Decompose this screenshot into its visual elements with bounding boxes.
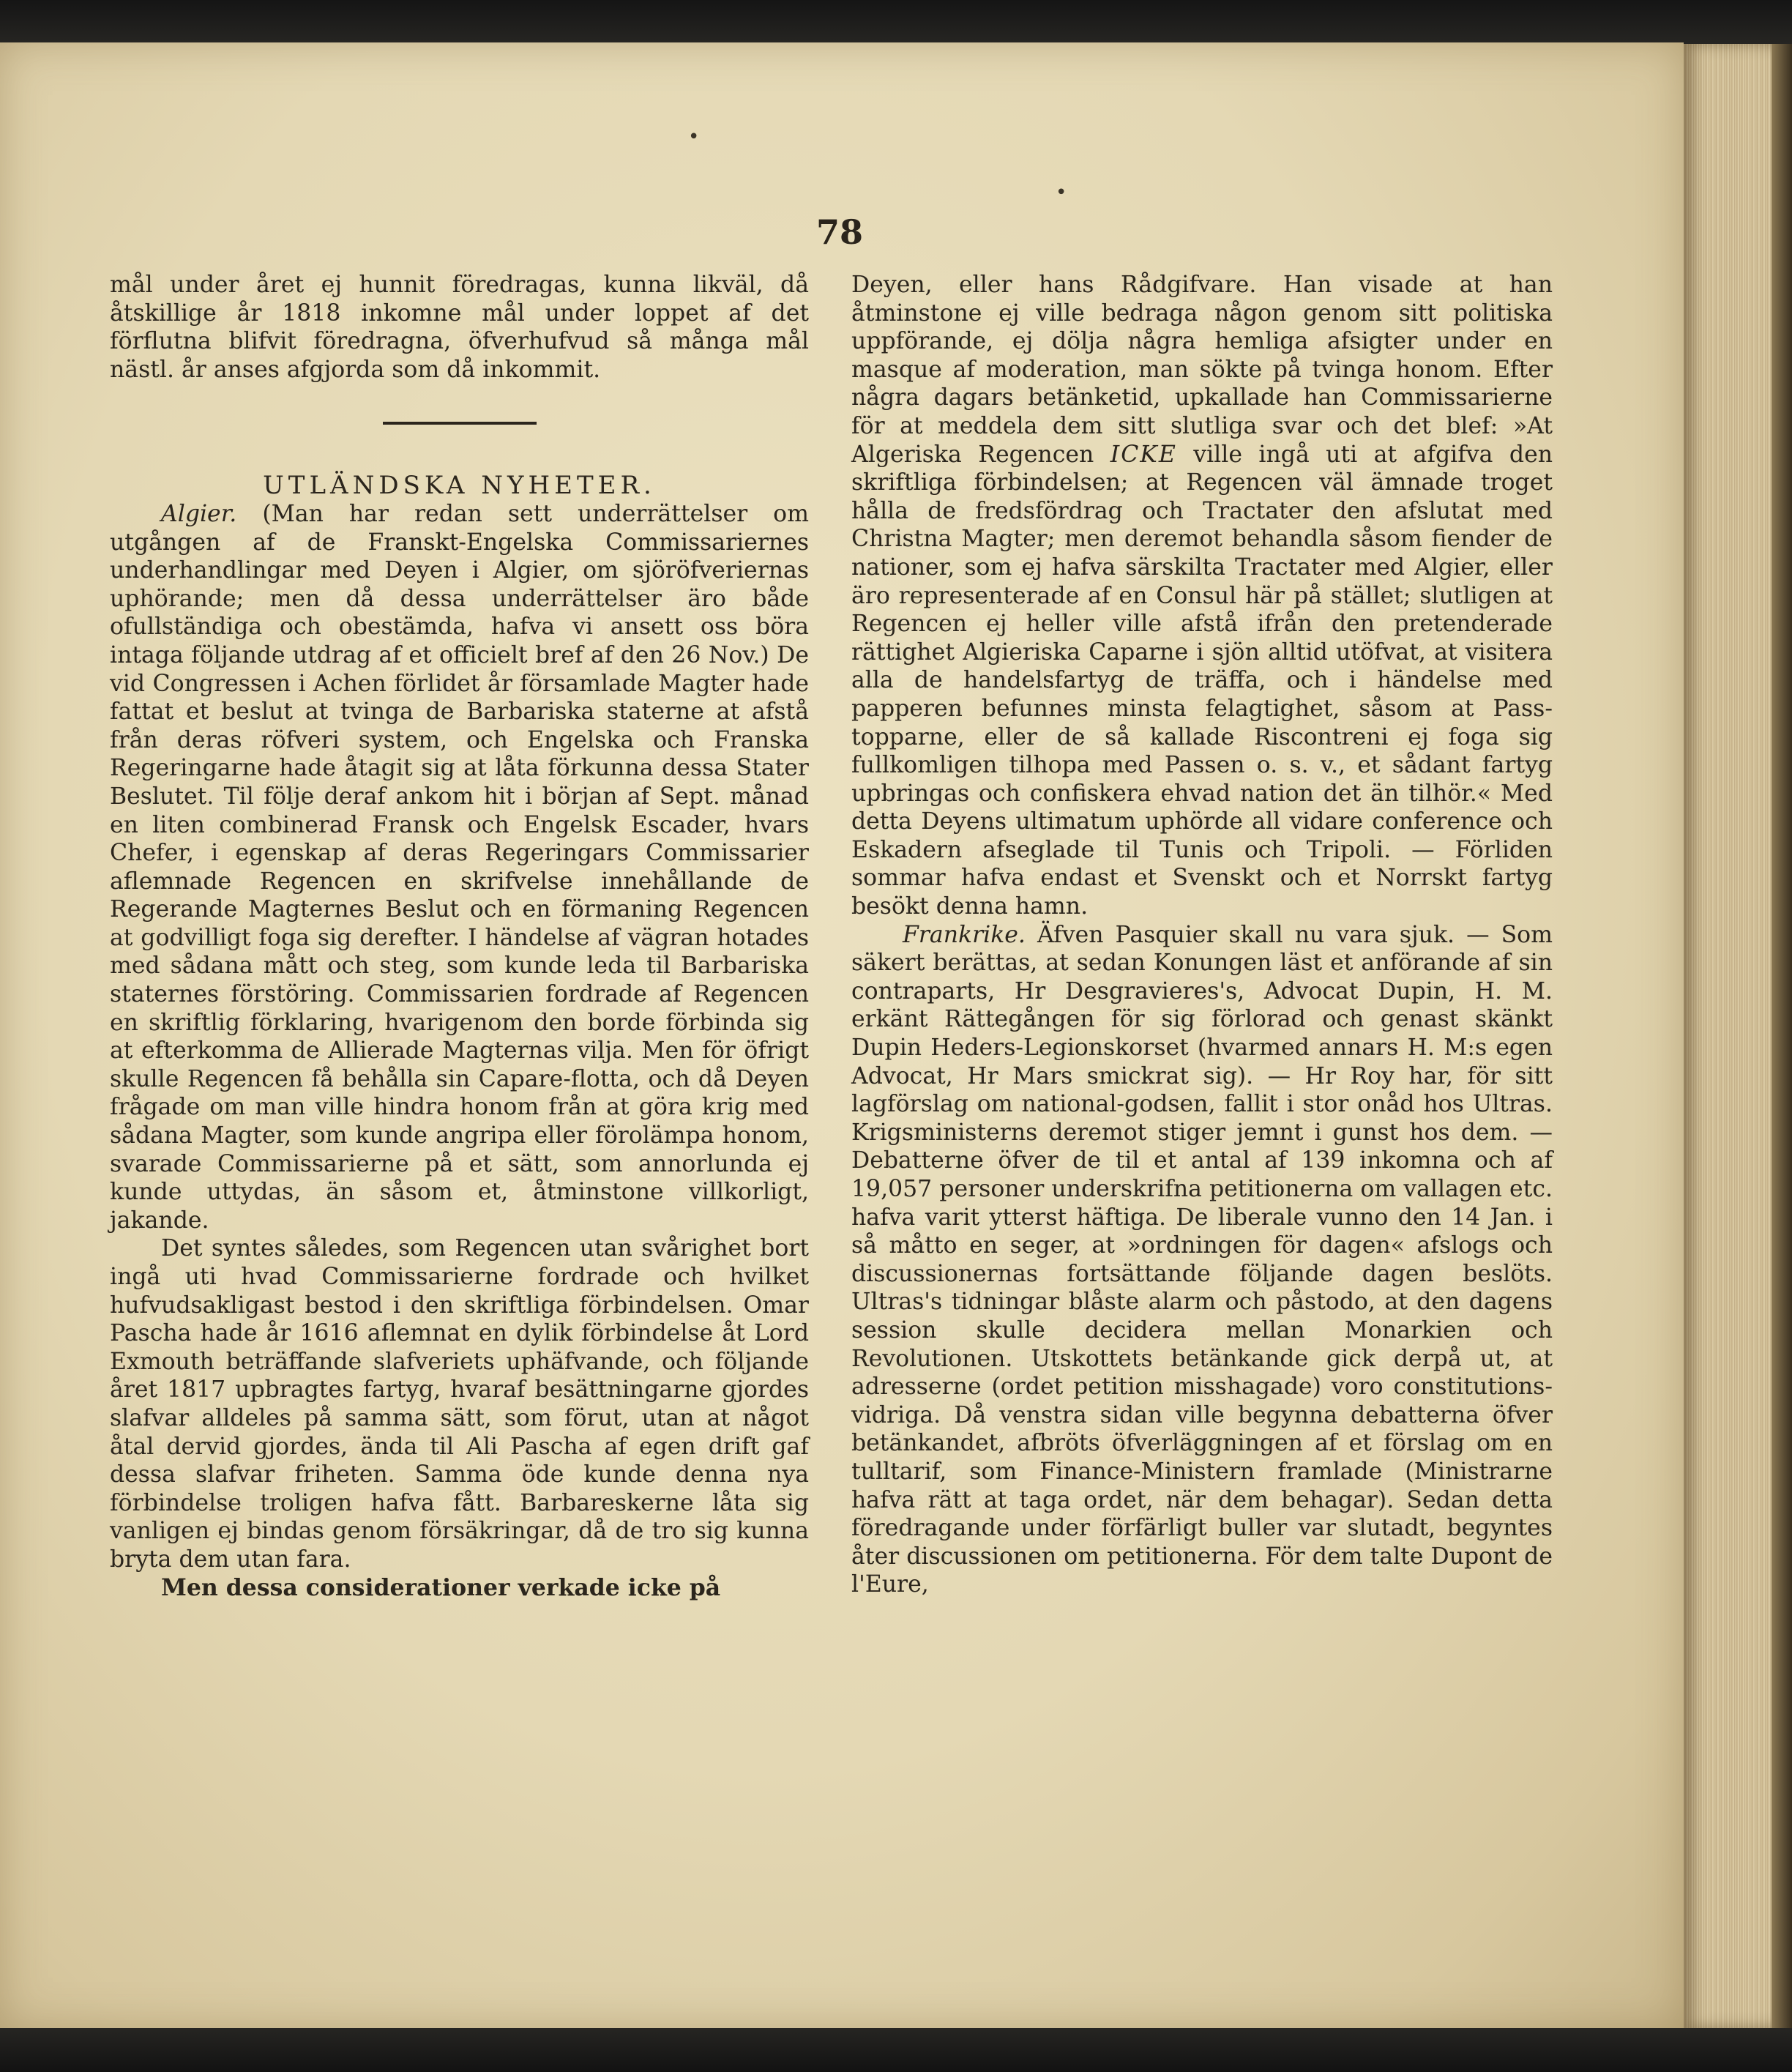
intro-paragraph: mål under året ej hunnit föredragas, kunna likväl, då åtskillige år 1818 inkomne mål under loppet af det förflutna blifvit föredragna, öfverhufvud så många mål nästl. år anses afgjorda som då inkommit. (110, 272, 809, 383)
right-ink-mark: • (1056, 182, 1067, 204)
algier-text: (Man har redan sett underrättelser om utgången af de Franskt-Engelska Commissariernes underhandlingar med Deyen i Algier, om sjöröfveriernas uphörande; men då dessa underrättelser äro både ofullständiga och obestämda, hafva vi ansett oss böra intaga följande utdrag af et officielt bref af den 26 Nov.) De vid Congressen i Achen förlidet år församlade Magter hade fattat et beslut at tvinga de Barbariska staterne at afstå från deras röfveri system, och Engelska och Franska Regeringarne hade åtagit sig at låta förkunna dessa Stater Beslutet. Til följe deraf ankom hit i början af Sept. månad en liten combinerad Fransk och Engelsk Escader, hvars Chefer, i egenskap af deras Regeringars Commissarier aflemnade Regencen en skrifvelse innehållande de Regerande Magternes Beslut och en förmaning Regencen at godvilligt foga sig derefter. I händelse af vägran hotades med sådana mått och steg, som kunde leda til Barbariska staternes förstöring. Commissarien fordrade af Regencen en skriftlig förklaring, hvarigenom den borde förbinda sig at efterkomma de Allierade Magternas vilja. Men för öfrigt skulle Regencen få behålla sin Capare-flotta, och då Deyen frågade om man ville hindra honom från at göra krig med sådana Magter, som kunde angripa eller förolämpa honom, svarade Commissarierne på et sätt, som annorlunda ej kunde uttydas, än såsom et, åtminstone villkorligt, jakande. (110, 500, 809, 1234)
icke-emphasis: ICKE (1110, 441, 1177, 468)
left-column (110, 271, 809, 1602)
right-column (851, 271, 1553, 1599)
section-divider (383, 422, 537, 425)
regencen-paragraph: Det syntes således, som Regencen utan svårighet bort ingå uti hvad Commissarierne fordrade och hvilket hufvudsakligast bestod i den skriftliga förbindelsen. Omar Pascha hade år 1616 aflemnat en dylik förbindelse åt Lord Exmouth beträffande slafveriets uphäfvande, och följande året 1817 upbragtes fartyg, hvaraf besättningarne gjordes slafvar alldeles på samma sätt, som förut, utan at något åtal dervid gjordes, ända til Ali Pascha af egen drift gaf dessa slafvar friheten. Samma öde kunde denna nya förbindelse troligen hafva fått. Barbareskerne låta sig vanligen ej bindas genom försäkringar, då de tro sig kunna bryta dem utan fara. (110, 1235, 809, 1573)
page-number: 78 (816, 212, 864, 252)
considerationer-paragraph: Men dessa considerationer verkade icke på (161, 1573, 721, 1601)
algier-paragraph (110, 500, 809, 1234)
deyen-text-end: ville ingå uti at afgifva den skriftliga förbindelsen; at Regencen väl ämnade troget hålla de fredsfördrag och Tractater den afslutat med Christna Magter; men deremot behandla såsom fiender de nationer, som ej hafva särskilta Tractater med Algier, eller äro representerade af en Consul här på stället; slutligen at Regencen ej heller ville afstå ifrån den pretenderade rättighet Algieriska Caparne i sjön alltid utöfvat, at visitera alla de handelsfartyg de träffa, och i händelse med papperen befunnes minsta felagtighet, såsom at Pass-topparne, eller de så kallade Riscontreni ej foga sig fullkomligen tilhopa med Passen o. s. v., et sådant fartyg upbringas och confiskera ehvad nation det än tilhör.« Med detta Deyens ultimatum uphörde all vidare conference och Eskadern afseglade til Tunis och Tripoli. — Förliden sommar hafva endast et Svenskt och et Norrskt fartyg besökt denna hamn. (851, 441, 1553, 920)
deyen-paragraph (851, 271, 1553, 921)
scan-frame-bottom (0, 2028, 1792, 2072)
deyen-text-start: Deyen, eller hans Rådgifvare. Han visade at han åtminstone ej ville bedraga någon genom sitt politiska uppförande, ej dölja några hemliga afsigter under en masque af moderation, man sökte på tvinga honom. Efter några dagars betänketid, upkallade han Commissarierne för at meddela dem sitt slutliga svar och det blef: »At Algeriska Regencen (851, 272, 1553, 468)
book-edge-shadow (1772, 44, 1792, 2028)
place-algier: Algier. (161, 500, 237, 527)
top-ink-mark: • (688, 126, 700, 148)
scan-frame-top (0, 0, 1792, 44)
place-frankrike: Frankrike. (903, 921, 1026, 948)
section-heading: UTLÄNDSKA NYHETER. (263, 471, 656, 501)
frankrike-text: Äfven Pasquier skall nu vara sjuk. — Som säkert berättas, at sedan Konungen läst et anförande af sin contraparts, Hr Desgravieres's, Advocat Dupin, H. M. erkänt Rättegången för sig förlorad och genast skänkt Dupin Heders-Legionskorset (hvarmed annars H. M:s egen Advocat, Hr Mars smickrat sig). — Hr Roy har, för sitt lagförslag om national-godsen, fallit i stor onåd hos Ultras. Krigsministerns deremot stiger jemnt i gunst hos dem. — Debatterne öfver de til et antal af 139 inkomna och af 19,057 personer underskrifna petitionerna om vallagen etc. hafva varit ytterst häftiga. De liberale vunno den 14 Jan. i så måtto en seger, at »ordningen för dagen« afslogs och discussionernas fortsättande följande dagen beslöts. Ultras's tidningar blåste alarm och påstodo, at den dagens session skulle decidera mellan Monarkien och Revolutionen. Utskottets betänkande gick derpå ut, at adresserne (ordet petition misshagade) voro constitutions-vidriga. Då venstra sidan ville begynna debatterna öfver betänkandet, afbröts öfverläggningen af et förslag om en tulltarif, som Finance-Ministern framlade (Ministrarne hafva rätt at taga ordet, när dem behagar). Sedan detta föredragande under förfärligt buller var slutadt, begyntes åter discussionen om petitionerna. För dem talte Dupont de l'Eure, (851, 921, 1553, 1598)
frankrike-paragraph (851, 921, 1553, 1599)
